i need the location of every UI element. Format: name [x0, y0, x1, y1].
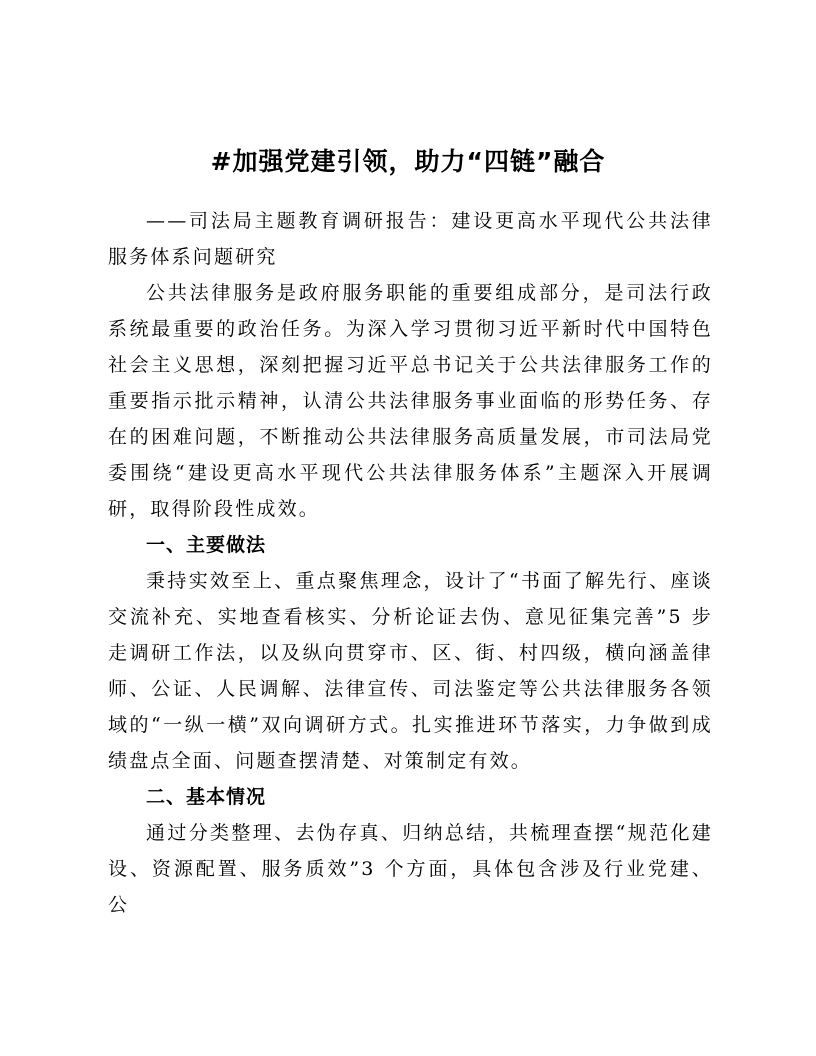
- section-heading-main-practices: 一、主要做法: [146, 534, 267, 556]
- section-heading-basic-situation: 二、基本情况: [146, 786, 267, 808]
- intro-paragraph: 公共法律服务是政府服务职能的重要组成部分，是司法行政系统最重要的政治任务。为深入学习贯彻习近平新时代中国特色社会主义思想，深刻把握习近平总书记关于公共法律服务工作的重要指示批示精神，认清公共法律服务事业面临的形势任务、存在的困难问题，不断推动公共法律服务高质量发展，市司法局党委围绕“建设更高水平现代公共法律服务体系”主题深入开展调研，取得阶段性成效。: [108, 282, 713, 520]
- section-paragraph-basic-situation: 通过分类整理、去伪存真、归纳总结，共梳理查摆“规范化建设、资源配置、服务质效”3 个方面，具体包含涉及行业党建、公: [108, 822, 713, 916]
- section-paragraph-main-practices: 秉持实效至上、重点聚焦理念，设计了“书面了解先行、座谈交流补充、实地查看核实、分析论证去伪、意见征集完善”5 步走调研工作法，以及纵向贯穿市、区、街、村四级，横向涵盖律师、公证、人民调解、法律宣传、司法鉴定等公共法律服务各领域的“一纵一横”双向调研方式。扎实推进环节落实，力争做到成绩盘点全面、问题查摆清楚、对策制定有效。: [108, 570, 713, 772]
- document-body: [108, 203, 713, 923]
- document-title: #加强党建引领，助力“四链”融合: [210, 147, 606, 176]
- document-subtitle: ——司法局主题教育调研报告：建设更高水平现代公共法律服务体系问题研究: [108, 210, 713, 268]
